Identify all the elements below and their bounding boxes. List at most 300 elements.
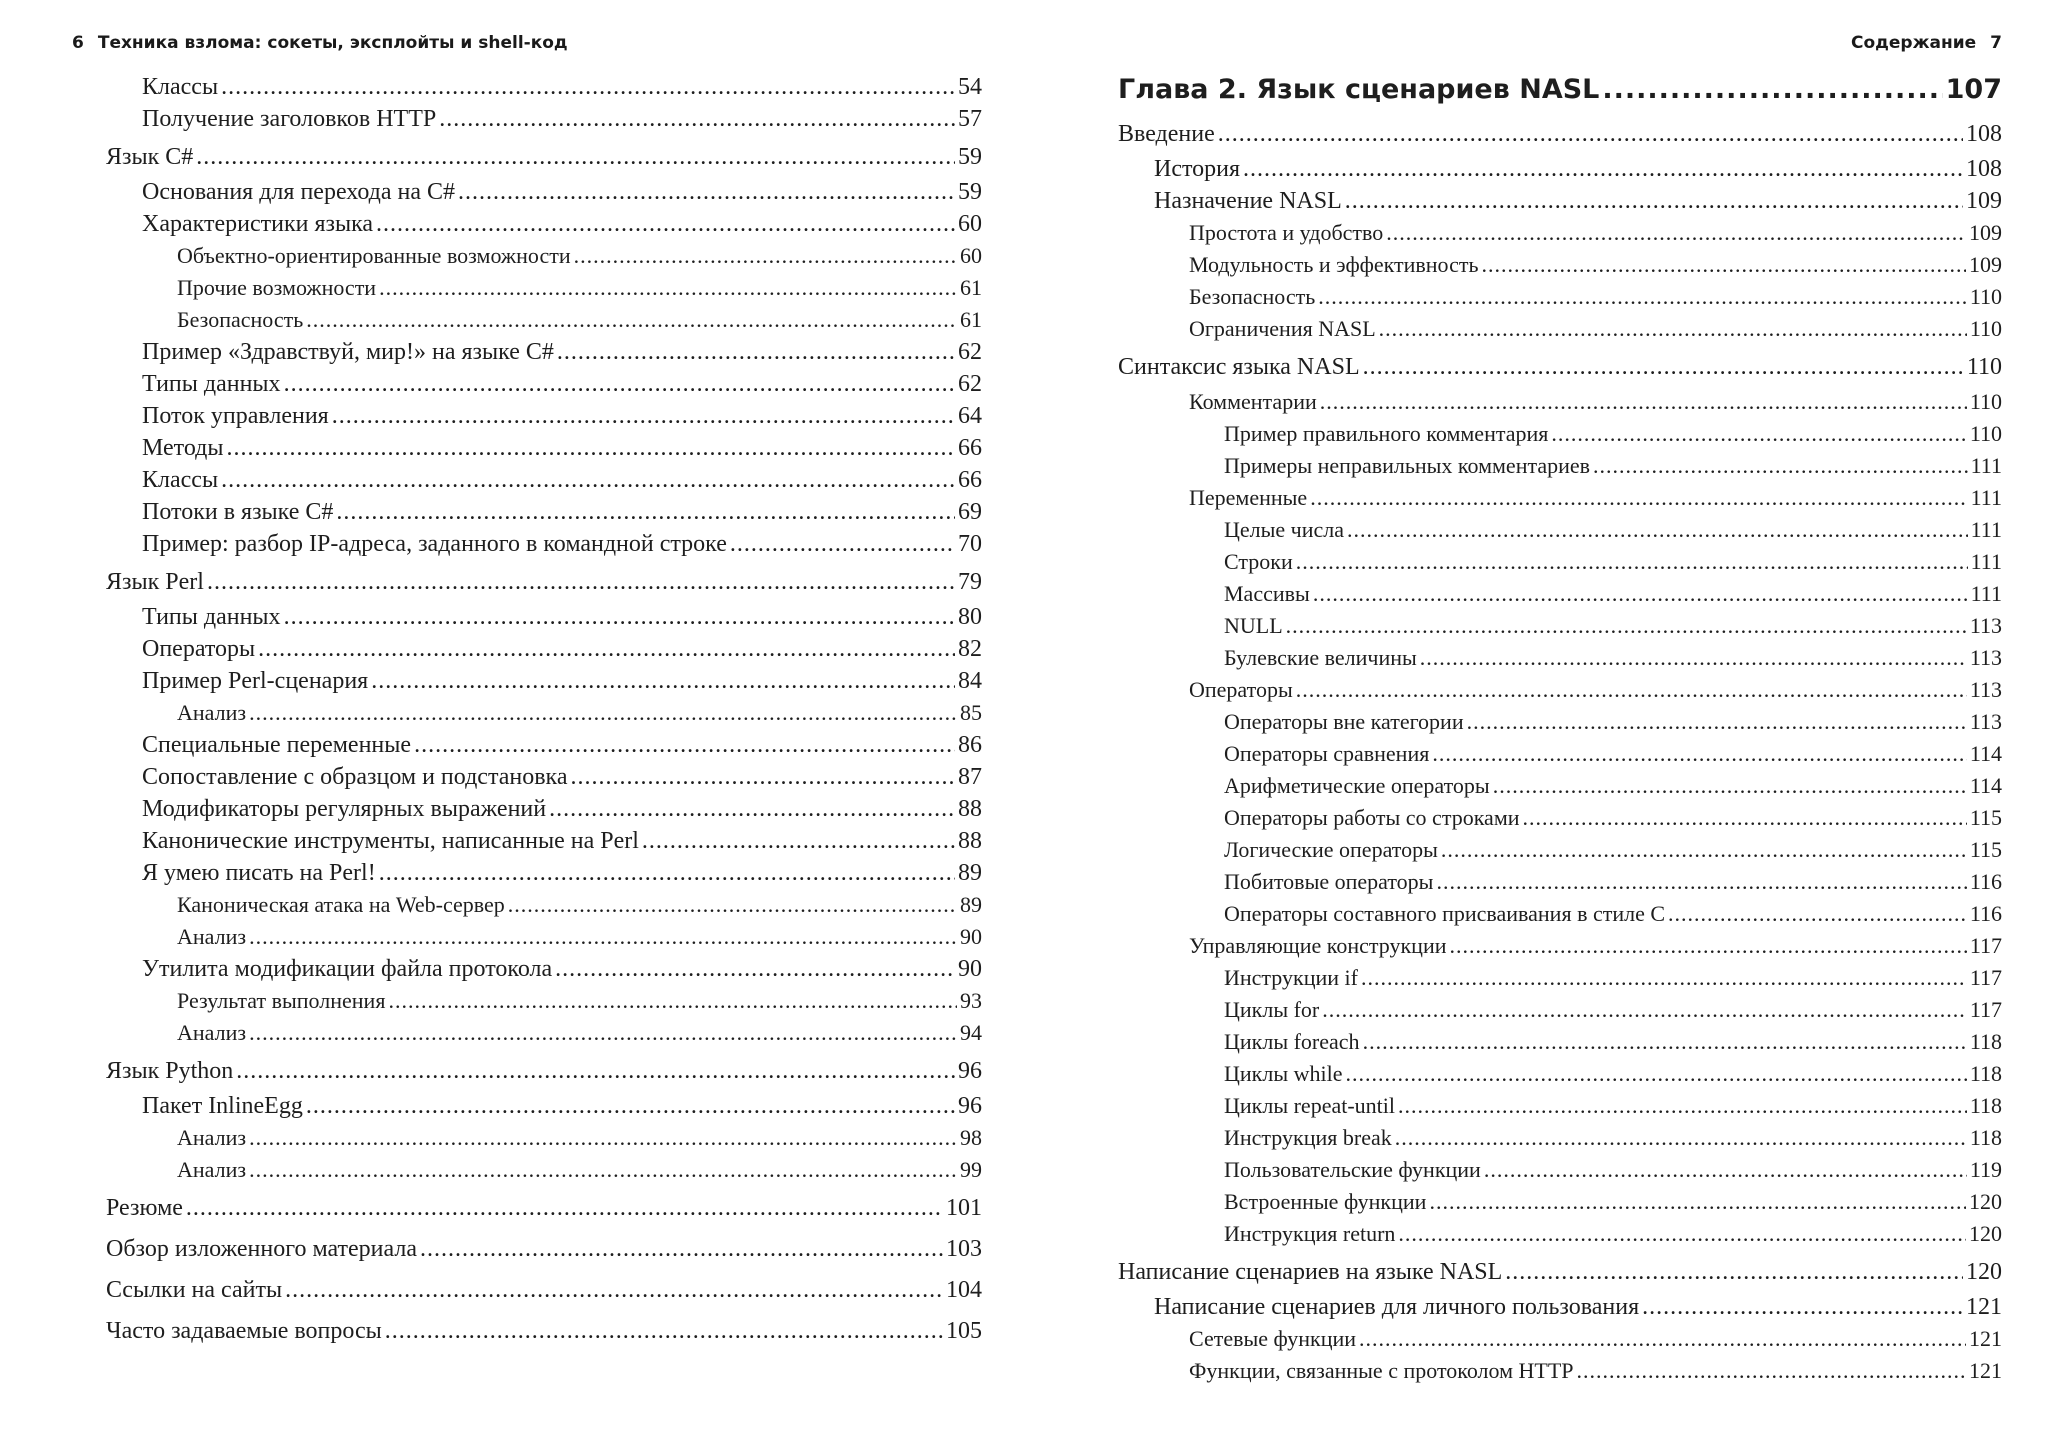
section-title: Содержание bbox=[1850, 33, 1977, 53]
toc-entry-title: Поток управления bbox=[142, 403, 329, 429]
dot-leader bbox=[336, 496, 955, 528]
dot-leader bbox=[249, 697, 957, 729]
toc-entry-title: Написание сценариев для личного пользования bbox=[1154, 1294, 1640, 1320]
toc-entry-page: 119 bbox=[1969, 1157, 2002, 1182]
dot-leader bbox=[1318, 281, 1967, 313]
toc-entry-title: Канонические инструменты, написанные на Perl bbox=[142, 828, 639, 854]
dot-leader bbox=[1398, 1090, 1967, 1122]
toc-entry-title: Основания для перехода на C# bbox=[142, 179, 456, 205]
toc-entry-title: Методы bbox=[142, 435, 224, 461]
dot-leader bbox=[1345, 185, 1963, 217]
toc-entry-title: Прочие возможности bbox=[177, 275, 377, 300]
dot-leader bbox=[285, 1272, 943, 1309]
toc-entry-page: 113 bbox=[1969, 613, 2002, 638]
page-number: 7 bbox=[1990, 33, 2002, 53]
toc-entry[interactable] bbox=[1118, 185, 2002, 217]
toc-entry-page: 61 bbox=[960, 307, 982, 332]
toc-entry-title: Утилита модификации файла протокола bbox=[142, 956, 553, 982]
toc-entry[interactable] bbox=[1118, 281, 2002, 313]
dot-leader bbox=[1642, 1291, 1963, 1323]
toc-entry-page: 105 bbox=[946, 1318, 982, 1344]
toc-entry-page: 115 bbox=[1969, 837, 2002, 862]
toc-entry-page: 110 bbox=[1969, 389, 2002, 414]
toc-entry[interactable] bbox=[1118, 386, 2002, 418]
toc-entry[interactable] bbox=[1118, 1058, 2002, 1090]
toc-entry-title: Операторы вне категории bbox=[1224, 709, 1464, 734]
dot-leader bbox=[1363, 349, 1964, 386]
toc-entry[interactable] bbox=[1118, 450, 2002, 482]
toc-entry-page: 111 bbox=[1970, 485, 2002, 510]
toc-entry-title: Назначение NASL bbox=[1154, 188, 1342, 214]
toc-entry-page: 115 bbox=[1969, 805, 2002, 830]
toc-entry-page: 64 bbox=[958, 403, 982, 429]
toc-entry-title: Операторы bbox=[1189, 677, 1293, 702]
toc-entry-page: 108 bbox=[1966, 156, 2002, 182]
toc-entry-page: 70 bbox=[958, 531, 982, 557]
dot-leader bbox=[1286, 610, 1967, 642]
dot-leader bbox=[385, 1313, 943, 1350]
toc-entry[interactable] bbox=[1118, 1254, 2002, 1291]
toc-entry-page: 96 bbox=[958, 1093, 982, 1119]
toc-entry-title: Характеристики языка bbox=[142, 211, 374, 237]
toc-entry-title: Инструкция break bbox=[1224, 1125, 1392, 1150]
dot-leader bbox=[458, 176, 955, 208]
toc-entry-page: 120 bbox=[1969, 1189, 2002, 1214]
toc-entry-title: Инструкции if bbox=[1224, 965, 1358, 990]
dot-leader bbox=[371, 665, 955, 697]
toc-entry-page: 90 bbox=[958, 956, 982, 982]
toc-entry-page: 111 bbox=[1970, 517, 2002, 542]
toc-entry-page: 87 bbox=[958, 764, 982, 790]
toc-entry-page: 110 bbox=[1966, 354, 2002, 380]
toc-entry-page: 104 bbox=[946, 1277, 982, 1303]
toc-entry[interactable] bbox=[106, 1122, 982, 1154]
toc-entry-title: Классы bbox=[142, 467, 219, 493]
toc-entry-page: 88 bbox=[958, 828, 982, 854]
toc-entry[interactable] bbox=[1118, 738, 2002, 770]
toc-entry-page: 117 bbox=[1969, 965, 2002, 990]
dot-leader bbox=[1493, 770, 1967, 802]
toc-entry[interactable] bbox=[106, 601, 982, 633]
toc-entry-page: 110 bbox=[1969, 284, 2002, 309]
toc-entry-page: 54 bbox=[958, 74, 982, 100]
toc-entry[interactable] bbox=[106, 1090, 982, 1122]
dot-leader bbox=[1346, 1058, 1967, 1090]
toc-entry[interactable] bbox=[106, 176, 982, 208]
toc-entry-page: 110 bbox=[1969, 316, 2002, 341]
toc-entry-title: Типы данных bbox=[142, 604, 281, 630]
dot-leader bbox=[1551, 418, 1966, 450]
toc-entry[interactable] bbox=[106, 761, 982, 793]
running-head-left bbox=[72, 28, 568, 58]
dot-leader bbox=[1310, 482, 1967, 514]
toc-entry[interactable] bbox=[1118, 866, 2002, 898]
dot-leader bbox=[414, 729, 955, 761]
toc-entry-page: 62 bbox=[958, 371, 982, 397]
toc-entry-page: 118 bbox=[1969, 1061, 2002, 1086]
toc-entry-title: Пример «Здравствуй, мир!» на языке C# bbox=[142, 339, 554, 365]
toc-entry-page: 109 bbox=[1966, 188, 2002, 214]
toc-entry-page: 84 bbox=[958, 668, 982, 694]
dot-leader bbox=[306, 304, 957, 336]
dot-leader bbox=[306, 1090, 955, 1122]
toc-entry-title: Язык Perl bbox=[106, 569, 204, 595]
dot-leader bbox=[1602, 68, 1942, 112]
toc-entry-page: 114 bbox=[1969, 773, 2002, 798]
toc-entry-page: 118 bbox=[1969, 1093, 2002, 1118]
toc-entry-title: NULL bbox=[1224, 613, 1283, 638]
dot-leader bbox=[1363, 1026, 1967, 1058]
toc-entry[interactable] bbox=[1118, 514, 2002, 546]
dot-leader bbox=[227, 432, 956, 464]
toc-entry-page: 118 bbox=[1969, 1029, 2002, 1054]
toc-entry-title: Целые числа bbox=[1224, 517, 1345, 542]
toc-entry-title: Строки bbox=[1224, 549, 1293, 574]
toc-entry-page: 113 bbox=[1969, 677, 2002, 702]
toc-entry[interactable] bbox=[106, 921, 982, 953]
toc-entry[interactable] bbox=[1118, 482, 2002, 514]
toc-entry[interactable] bbox=[1118, 962, 2002, 994]
toc-entry-page: 108 bbox=[1966, 121, 2002, 147]
dot-leader bbox=[642, 825, 955, 857]
toc-entry[interactable] bbox=[1118, 898, 2002, 930]
toc-entry[interactable] bbox=[106, 432, 982, 464]
book-title: Техника взлома: сокеты, эксплойты и shell-код bbox=[97, 33, 568, 53]
toc-entry[interactable] bbox=[1118, 1122, 2002, 1154]
dot-leader bbox=[1322, 994, 1967, 1026]
toc-entry-page: 82 bbox=[958, 636, 982, 662]
toc-entry[interactable] bbox=[106, 793, 982, 825]
toc-entry-title: Побитовые операторы bbox=[1224, 869, 1434, 894]
dot-leader bbox=[1296, 546, 1968, 578]
dot-leader bbox=[1505, 1254, 1963, 1291]
toc-entry-title: Я умею писать на Perl! bbox=[142, 860, 376, 886]
dot-leader bbox=[555, 953, 955, 985]
toc-entry[interactable] bbox=[1118, 1291, 2002, 1323]
toc-entry-title: Результат выполнения bbox=[177, 988, 386, 1013]
toc-entry-title: Инструкция return bbox=[1224, 1221, 1396, 1246]
toc-entry[interactable] bbox=[1118, 770, 2002, 802]
toc-entry[interactable] bbox=[1118, 1154, 2002, 1186]
toc-entry-page: 59 bbox=[958, 144, 982, 170]
dot-leader bbox=[557, 336, 955, 368]
dot-leader bbox=[1386, 217, 1966, 249]
dot-leader bbox=[420, 1231, 943, 1268]
running-head-right bbox=[1851, 28, 2002, 58]
toc-entry-title: Анализ bbox=[177, 1125, 247, 1150]
toc-entry[interactable] bbox=[1118, 1323, 2002, 1355]
toc-entry-title: Язык Python bbox=[106, 1058, 234, 1084]
toc-entry-page: 111 bbox=[1970, 581, 2002, 606]
toc-entry-title: Функции, связанные с протоколом HTTP bbox=[1189, 1358, 1574, 1383]
dot-leader bbox=[284, 368, 955, 400]
toc-entry-title: Получение заголовков HTTP bbox=[142, 106, 437, 132]
toc-entry-page: 69 bbox=[958, 499, 982, 525]
dot-leader bbox=[549, 793, 955, 825]
dot-leader bbox=[1395, 1122, 1967, 1154]
toc-entry[interactable] bbox=[1118, 578, 2002, 610]
toc-entry-title: Пример правильного комментария bbox=[1224, 421, 1549, 446]
toc-entry-title: Потоки в языке C# bbox=[142, 499, 334, 525]
toc-entry[interactable] bbox=[106, 464, 982, 496]
dot-leader bbox=[1432, 738, 1966, 770]
dot-leader bbox=[1296, 674, 1967, 706]
toc-entry-title: Циклы while bbox=[1224, 1061, 1343, 1086]
toc-entry-page: 111 bbox=[1970, 453, 2002, 478]
toc-entry-page: 113 bbox=[1969, 709, 2002, 734]
toc-entry[interactable] bbox=[1118, 153, 2002, 185]
toc-entry-page: 116 bbox=[1969, 869, 2002, 894]
toc-entry[interactable] bbox=[1118, 313, 2002, 345]
toc-entry[interactable] bbox=[106, 633, 982, 665]
toc-entry[interactable] bbox=[106, 400, 982, 432]
toc-entry[interactable] bbox=[1118, 834, 2002, 866]
toc-entry-title: Типы данных bbox=[142, 371, 281, 397]
toc-entry[interactable] bbox=[106, 1053, 982, 1090]
toc-entry[interactable] bbox=[1118, 1026, 2002, 1058]
toc-entry-page: 88 bbox=[958, 796, 982, 822]
toc-entry[interactable] bbox=[106, 336, 982, 368]
toc-entry-page: 113 bbox=[1969, 645, 2002, 670]
toc-entry-title: Анализ bbox=[177, 1020, 247, 1045]
toc-entry-title: Анализ bbox=[177, 924, 247, 949]
toc-entry-title: Введение bbox=[1118, 121, 1215, 147]
toc-entry[interactable] bbox=[1118, 706, 2002, 738]
toc-entry-title: Классы bbox=[142, 74, 219, 100]
toc-entry-title: Объектно-ориентированные возможности bbox=[177, 243, 571, 268]
toc-entry-page: 94 bbox=[960, 1020, 982, 1045]
toc-entry-title: Каноническая атака на Web-сервер bbox=[177, 892, 505, 917]
toc-entry[interactable] bbox=[106, 240, 982, 272]
toc-entry[interactable] bbox=[1118, 546, 2002, 578]
dot-leader bbox=[249, 1017, 957, 1049]
dot-leader bbox=[508, 889, 957, 921]
dot-leader bbox=[1361, 962, 1967, 994]
toc-entry[interactable] bbox=[106, 665, 982, 697]
toc-entry[interactable] bbox=[1118, 1218, 2002, 1250]
toc-entry-page: 85 bbox=[960, 700, 982, 725]
toc-entry-page: 80 bbox=[958, 604, 982, 630]
dot-leader bbox=[249, 1154, 957, 1186]
toc-entry[interactable] bbox=[1118, 1186, 2002, 1218]
dot-leader bbox=[1347, 514, 1968, 546]
toc-entry-page: 118 bbox=[1969, 1125, 2002, 1150]
toc-entry-title: Управляющие конструкции bbox=[1189, 933, 1447, 958]
toc-entry[interactable] bbox=[106, 889, 982, 921]
dot-leader bbox=[221, 71, 955, 103]
toc-entry-title: Модульность и эффективность bbox=[1189, 252, 1479, 277]
toc-entry-title: Написание сценариев на языке NASL bbox=[1118, 1259, 1503, 1285]
dot-leader bbox=[730, 528, 955, 560]
toc-entry-page: 93 bbox=[960, 988, 982, 1013]
toc-entry[interactable] bbox=[106, 496, 982, 528]
toc-entry[interactable] bbox=[1118, 418, 2002, 450]
toc-entry-page: 60 bbox=[958, 211, 982, 237]
toc-entry[interactable] bbox=[1118, 802, 2002, 834]
toc-entry-title: Ссылки на сайты bbox=[106, 1277, 283, 1303]
toc-entry-page: 89 bbox=[960, 892, 982, 917]
toc-entry-page: 110 bbox=[1969, 421, 2002, 446]
toc-entry[interactable] bbox=[106, 528, 982, 560]
dot-leader bbox=[1359, 1323, 1966, 1355]
toc-entry[interactable] bbox=[106, 304, 982, 336]
toc-entry-title: Язык C# bbox=[106, 144, 194, 170]
toc-entry-title: Комментарии bbox=[1189, 389, 1317, 414]
toc-entry-title: Массивы bbox=[1224, 581, 1310, 606]
toc-entry-page: 109 bbox=[1969, 252, 2002, 277]
toc-entry-page: 61 bbox=[960, 275, 982, 300]
toc-entry-page: 99 bbox=[960, 1157, 982, 1182]
dot-leader bbox=[1243, 153, 1963, 185]
toc-entry[interactable] bbox=[1118, 116, 2002, 153]
toc-entry-title: Булевские величины bbox=[1224, 645, 1417, 670]
toc-entry[interactable] bbox=[106, 697, 982, 729]
toc-entry-page: 60 bbox=[960, 243, 982, 268]
toc-entry-title: Сетевые функции bbox=[1189, 1326, 1357, 1351]
dot-leader bbox=[1593, 450, 1968, 482]
toc-entry[interactable] bbox=[1118, 642, 2002, 674]
toc-entry[interactable] bbox=[1118, 674, 2002, 706]
toc-entry-title: Синтаксис языка NASL bbox=[1118, 354, 1360, 380]
toc-entry-page: 109 bbox=[1969, 220, 2002, 245]
toc-entry[interactable] bbox=[106, 729, 982, 761]
dot-leader bbox=[379, 857, 955, 889]
dot-leader bbox=[1320, 386, 1967, 418]
dot-leader bbox=[1436, 866, 1966, 898]
dot-leader bbox=[1398, 1218, 1966, 1250]
toc-entry[interactable] bbox=[106, 71, 982, 103]
dot-leader bbox=[379, 272, 957, 304]
toc-entry-page: 57 bbox=[958, 106, 982, 132]
toc-entry[interactable] bbox=[106, 139, 982, 176]
toc-entry-page: 103 bbox=[946, 1236, 982, 1262]
toc-entry-title: Переменные bbox=[1189, 485, 1308, 510]
toc-entry-title: Операторы сравнения bbox=[1224, 741, 1430, 766]
toc-entry-page: 59 bbox=[958, 179, 982, 205]
toc-entry[interactable] bbox=[1118, 1090, 2002, 1122]
toc-entry-page: 62 bbox=[958, 339, 982, 365]
dot-leader bbox=[1484, 1154, 1967, 1186]
toc-entry[interactable] bbox=[106, 208, 982, 240]
dot-leader bbox=[236, 1053, 955, 1090]
toc-entry[interactable] bbox=[106, 1272, 982, 1309]
toc-entry[interactable] bbox=[106, 825, 982, 857]
dot-leader bbox=[1441, 834, 1967, 866]
toc-entry[interactable] bbox=[106, 1231, 982, 1268]
dot-leader bbox=[1668, 898, 1967, 930]
toc-entry-title: Примеры неправильных комментариев bbox=[1224, 453, 1591, 478]
toc-entry-page: 86 bbox=[958, 732, 982, 758]
dot-leader bbox=[571, 761, 955, 793]
toc-entry-page: 117 bbox=[1969, 933, 2002, 958]
toc-list-left bbox=[106, 71, 982, 1350]
dot-leader bbox=[249, 921, 957, 953]
toc-entry-title: Операторы bbox=[142, 636, 256, 662]
dot-leader bbox=[196, 139, 955, 176]
toc-entry-title: Обзор изложенного материала bbox=[106, 1236, 417, 1262]
toc-entry[interactable] bbox=[106, 368, 982, 400]
dot-leader bbox=[186, 1190, 943, 1227]
toc-entry-page: 89 bbox=[958, 860, 982, 886]
page-number: 6 bbox=[72, 33, 84, 53]
toc-entry[interactable] bbox=[1118, 217, 2002, 249]
toc-entry-title: Часто задаваемые вопросы bbox=[106, 1318, 382, 1344]
toc-entry[interactable] bbox=[106, 985, 982, 1017]
dot-leader bbox=[376, 208, 955, 240]
toc-entry[interactable] bbox=[106, 857, 982, 889]
toc-entry-title: История bbox=[1154, 156, 1241, 182]
toc-entry-page: 117 bbox=[1969, 997, 2002, 1022]
toc-entry[interactable] bbox=[106, 564, 982, 601]
toc-entry-title: Анализ bbox=[177, 1157, 247, 1182]
toc-entry-title: Ограничения NASL bbox=[1189, 316, 1376, 341]
toc-entry-title: Циклы repeat-until bbox=[1224, 1093, 1396, 1118]
right-page bbox=[1024, 0, 2048, 1447]
toc-entry-page: 101 bbox=[946, 1195, 982, 1221]
toc-entry-title: Анализ bbox=[177, 700, 247, 725]
toc-entry-page: 120 bbox=[1966, 1259, 2002, 1285]
dot-leader bbox=[388, 985, 957, 1017]
dot-leader bbox=[258, 633, 955, 665]
toc-entry[interactable] bbox=[106, 1017, 982, 1049]
dot-leader bbox=[1313, 578, 1968, 610]
toc-entry[interactable] bbox=[106, 953, 982, 985]
toc-entry[interactable] bbox=[106, 1154, 982, 1186]
dot-leader bbox=[249, 1122, 957, 1154]
dot-leader bbox=[1467, 706, 1967, 738]
toc-entry-title: Пример Perl-сценария bbox=[142, 668, 369, 694]
toc-entry-page: 66 bbox=[958, 467, 982, 493]
toc-entry[interactable] bbox=[1118, 610, 2002, 642]
toc-entry-title: Пользовательские функции bbox=[1224, 1157, 1481, 1182]
toc-list-right bbox=[1118, 68, 2002, 1387]
dot-leader bbox=[439, 103, 955, 135]
dot-leader bbox=[1379, 313, 1967, 345]
toc-entry-title: Модификаторы регулярных выражений bbox=[142, 796, 547, 822]
toc-chapter-heading[interactable] bbox=[1118, 68, 2002, 112]
toc-entry-title: Операторы составного присваивания в стиле C bbox=[1224, 901, 1666, 926]
dot-leader bbox=[1450, 930, 1967, 962]
dot-leader bbox=[1429, 1186, 1966, 1218]
toc-chapter-page: 107 bbox=[1945, 74, 2002, 105]
toc-entry[interactable] bbox=[1118, 1355, 2002, 1387]
toc-entry-page: 120 bbox=[1969, 1221, 2002, 1246]
toc-entry-page: 79 bbox=[958, 569, 982, 595]
toc-entry[interactable] bbox=[106, 1190, 982, 1227]
toc-entry-page: 96 bbox=[958, 1058, 982, 1084]
toc-entry-page: 90 bbox=[960, 924, 982, 949]
toc-entry[interactable] bbox=[1118, 349, 2002, 386]
toc-entry[interactable] bbox=[106, 103, 982, 135]
toc-entry-title: Логические операторы bbox=[1224, 837, 1438, 862]
toc-entry-title: Безопасность bbox=[177, 307, 304, 332]
toc-entry[interactable] bbox=[1118, 249, 2002, 281]
dot-leader bbox=[332, 400, 955, 432]
toc-entry[interactable] bbox=[106, 272, 982, 304]
dot-leader bbox=[1523, 802, 1967, 834]
toc-entry-page: 114 bbox=[1969, 741, 2002, 766]
toc-entry[interactable] bbox=[1118, 930, 2002, 962]
toc-entry[interactable] bbox=[1118, 994, 2002, 1026]
toc-entry[interactable] bbox=[106, 1313, 982, 1350]
toc-entry-page: 66 bbox=[958, 435, 982, 461]
toc-entry-title: Циклы foreach bbox=[1224, 1029, 1360, 1054]
toc-entry-title: Простота и удобство bbox=[1189, 220, 1384, 245]
dot-leader bbox=[284, 601, 955, 633]
dot-leader bbox=[1577, 1355, 1966, 1387]
dot-leader bbox=[1482, 249, 1967, 281]
dot-leader bbox=[1420, 642, 1967, 674]
